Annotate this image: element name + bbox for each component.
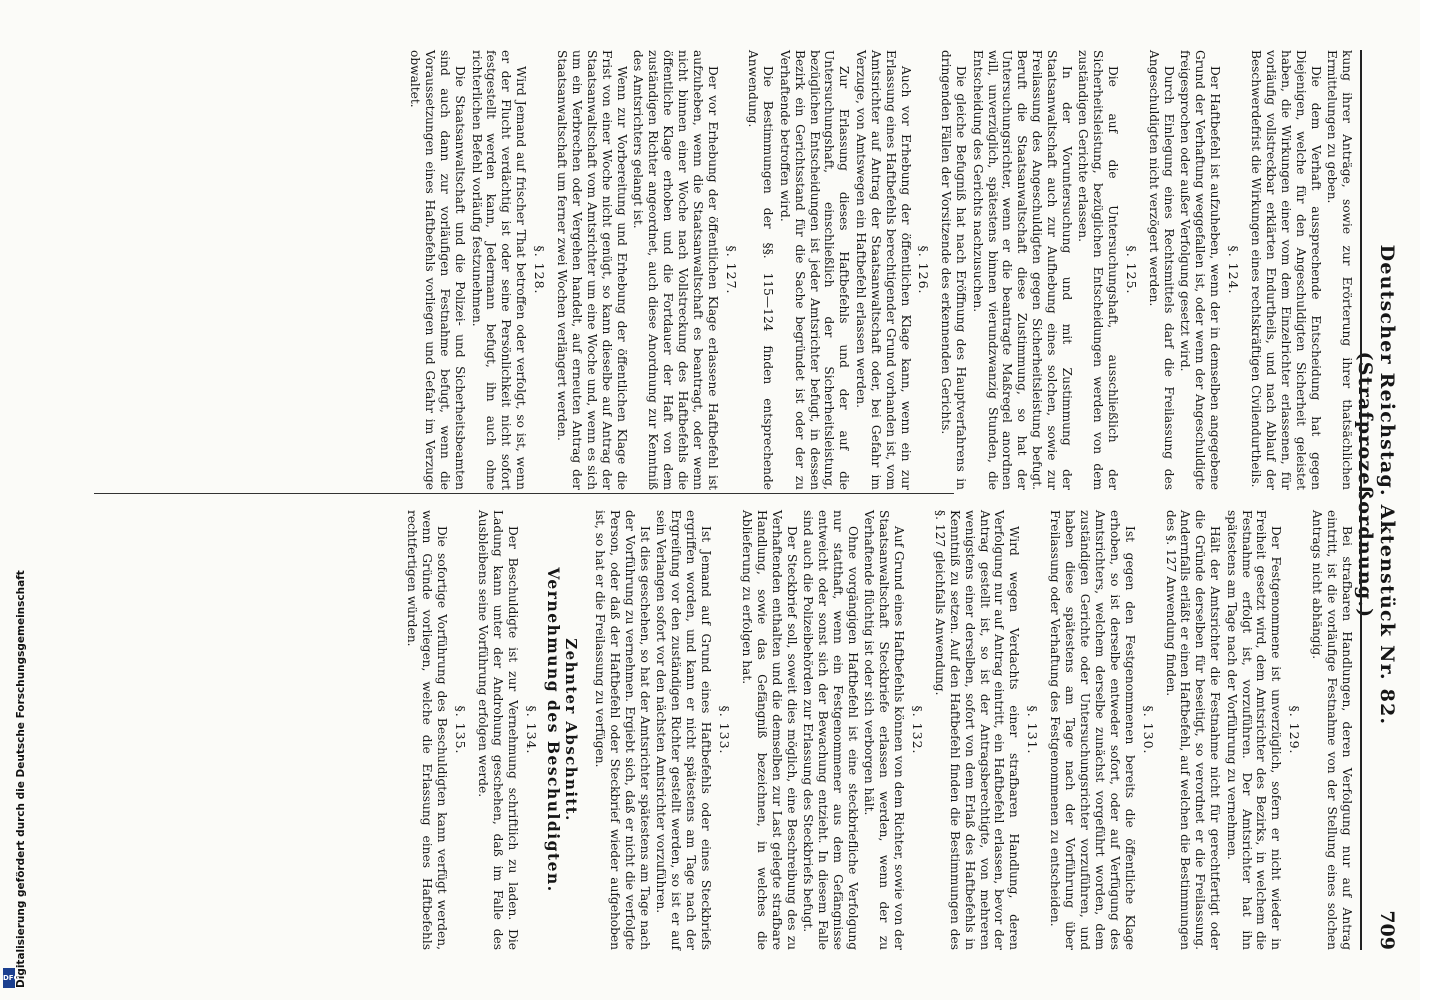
paragraph: Zur Erlassung dieses Haftbefehls und der auf die Untersuchungshaft, einschließlich der Sicherheitsleistung, bezüglichen Entscheidungen ist jeder Amtsrichter befugt, in dessen Bezirk ein Gerichtsstand für die Sache begründet ist oder der zu Verhaftende betroffen wird.: [777, 50, 852, 490]
section-number: §. 135.: [452, 705, 468, 755]
paragraph: Die Staatsanwaltschaft und die Polizei- und Sicherheitsbeamten sind auch dann zur vorläufigen Festnahme befugt, wenn die Voraussetzungen eines Haftbefehls vorliegen und Gefahr im Verzuge obwaltet.: [408, 50, 468, 490]
paragraph: Der Haftbefehl ist aufzuheben, wenn der in demselben angegebene Grund der Verhaftung weggefallen ist, oder wenn der Angeschuldigte freigesprochen oder außer Verfolgung gesetzt wird.: [1178, 50, 1223, 490]
paragraph: Ist gegen den Festgenommenen bereits die öffentliche Klage erhoben, so ist derselbe entweder sofort, oder auf Verfügung des Amtsrichters, welchem derselbe zunächst vorgeführt worden, dem zuständigen Gerichte oder Untersuchungsrichter vorzuführen, und haben diese spätestens am Tage nach der Vorführung über Freilassung oder Verhaftung des Festgenommenen zu entscheiden.: [1048, 510, 1137, 950]
paragraph: Der Festgenommene ist unverzüglich, sofern er nicht wieder in Freiheit gesetzt wird, dem Amtsrichter des Bezirks, in welchem die Festnahme erfolgt ist, vorzuführen. Der Amtsrichter hat ihn spätestens am Tage nach der Vorführung zu vernehmen.: [1224, 510, 1284, 950]
section-number: §. 134.: [523, 705, 539, 755]
left-column: [406, 50, 1354, 490]
paragraph: Der Beschuldigte ist zur Vernehmung schriftlich zu laden. Die Ladung kann unter der Androhung geschehen, daß im Falle des Ausbleibens seine Vorführung erfolgen werde.: [475, 510, 520, 950]
section-number: §. 131.: [1025, 705, 1041, 755]
paragraph: Der Steckbrief soll, soweit dies möglich, eine Beschreibung des zu Verhaftenden enthalten und die demselben zur Last gelegte strafbare Handlung, sowie das Gefängniß bezeichnen, in welches die Ablieferung zu erfolgen hat.: [739, 510, 799, 950]
page-number: 709: [1376, 910, 1398, 950]
dfg-logo: DFG: [3, 968, 15, 988]
section-number: §. 133.: [717, 705, 733, 755]
paragraph: Ist dies geschehen, so hat der Amtsrichter spätestens am Tage nach der Vorführung zu vernehmen. Ergiebt sich, daß er nicht die verfolgte Person, oder daß der Haftbefehl oder Steckbrief wieder aufgehoben ist, so hat er die Freilassung zu verfügen.: [593, 510, 653, 950]
section-number: §. 130.: [1140, 705, 1156, 755]
paragraph: Der vor Erhebung der öffentlichen Klage erlassene Haftbefehl ist aufzuheben, wenn die Staatsanwaltschaft es beantragt, oder wenn nicht binnen einer Woche nach Vollstreckung des Haftbefehls die öffentliche Klage erhoben und die Fortdauer der Haft von dem zuständigen Richter angeordnet, auch diese Anordnung zur Kenntniß des Amtsrichters gelangt ist.: [631, 50, 720, 490]
paragraph: In der Voruntersuchung und mit Zustimmung der Staatsanwaltschaft auch zur Aufhebung eines solchen, sowie zur Freilassung des Angeschuldigten gegen Sicherheitsleistung befugt. Beruft die Staatsanwaltschaft diese Zustimmung, so hat der Untersuchungsrichter, wenn er die beantragte Maßregel anordnen will, unverzüglich, spätestens binnen vierundzwanzig Stunden, die Entscheidung des Gerichts nachzusuchen.: [970, 50, 1075, 490]
paragraph: Hält der Amtsrichter die Festnahme nicht für gerechtfertigt oder die Gründe derselben für beseitigt, so verordnet er die Freilassung. Andernfalls erläßt er einen Haftbefehl, auf welchen die Bestimmungen des §. 127 Anwendung finden.: [1163, 510, 1223, 950]
paragraph: Die gleiche Befugniß hat nach Eröffnung des Hauptverfahrens in dringenden Fällen der Vorsitzende des erkennenden Gerichts.: [939, 50, 969, 490]
section-number: §. 126.: [916, 245, 932, 295]
chapter-subheading: Vernehmung des Beschuldigten.: [544, 567, 564, 893]
paragraph: Die dem Verhaft aussprechende Entscheidung hat gegen Diejenigen, welche für den Angeschuldigten Sicherheit geleistet haben, die Wirkungen einer vom dem Einzelrichter erlassenen, für vorläufig vollstreckbar erklärten Endurtheils, und nach Ablauf der Beschwerdefrist die Wirkungen eines rechtskräftigen Civilendurtheils.: [1249, 50, 1323, 490]
right-column: [403, 510, 1354, 950]
section-number: §. 124.: [1226, 245, 1242, 295]
section-number: §. 125.: [1124, 245, 1140, 295]
section-number: §. 127.: [723, 245, 739, 295]
section-number: §. 129.: [1287, 705, 1303, 755]
paragraph: Auf Grund eines Haftbefehls können von dem Richter, sowie von der Staatsanwaltschaft Steckbriefe erlassen werden, wenn der zu Verhaftende flüchtig ist oder sich verborgen hält.: [862, 510, 907, 950]
column-divider: [94, 493, 954, 494]
paragraph: Die auf die Untersuchungshaft, ausschließlich der Sicherheitsleistung, bezüglichen Entscheidungen werden von dem zuständigen Gerichte erlassen.: [1076, 50, 1121, 490]
section-number: §. 132.: [909, 705, 925, 755]
paragraph: Die Bestimmungen der §§. 115—124 finden entsprechende Anwendung.: [746, 50, 776, 490]
paragraph: Wird wegen Verdachts einer strafbaren Handlung, deren Verfolgung nur auf Antrag eintritt, ein Haftbefehl erlassen, bevor der Antrag gestellt ist, so ist der Antragsberechtigte, von mehreren wenigstens einer derselben, sofort von dem Erlaß des Haftbefehls in Kenntniß zu setzen. Auf den Haftbefehl finden die Bestimmungen des §. 127 gleichfalls Anwendung.: [932, 510, 1022, 950]
paragraph: Wird Jemand auf frischer That betroffen oder verfolgt, so ist, wenn er der Flucht verdächtig ist oder seine Persönlichkeit nicht sofort festgestellt werden kann, Jedermann befugt, ihn auch ohne richterlichen Befehl vorläufig festzunehmen.: [469, 50, 529, 490]
running-head: Deutscher Reichstag. Aktenstück Nr. 82. (Strafprozeßordnung.): [1354, 244, 1398, 726]
page-header: [1354, 40, 1398, 960]
paragraph: Auch vor Erhebung der öffentlichen Klage kann, wenn ein zur Erlassung eines Haftbefehls berechtigender Grund vorhanden ist, vom Amtsrichter auf Antrag der Staatsanwaltschaft oder, bei Gefahr im Verzuge, von Amtswegen ein Haftbefehl erlassen werden.: [853, 50, 913, 490]
paragraph: Ist Jemand auf Grund eines Haftbefehls oder eines Steckbriefs ergriffen worden, und kann er nicht spätestens am Tage nach der Ergreifung vor den zuständigen Richter gestellt werden, so ist er auf sein Verlangen sofort vor den nächsten Amtsrichter vorzuführen.: [654, 510, 714, 950]
header-rule: [1360, 50, 1362, 950]
section-number: §. 128.: [532, 245, 548, 295]
paragraph: Bei strafbaren Handlungen, deren Verfolgung nur auf Antrag eintritt, ist die vorläufige Festnahme von der Stellung eines solchen Antrags nicht abhängig.: [1310, 510, 1354, 950]
paragraph: Ohne vorgängigen Haftbefehl ist eine steckbriefliche Verfolgung nur statthaft, wenn ein Festgenommener aus dem Gefängnisse entweicht oder sonst sich der Bewachung entzieht. In diesem Falle sind auch die Polizeibehörden zur Erlassung des Steckbriefs befugt.: [801, 510, 860, 950]
digitization-credit: Digitalisierung gefördert durch die Deutsche Forschungsgemeinschaft: [15, 570, 27, 988]
paragraph: Die sofortige Vorführung des Beschuldigten kann verfügt werden, wenn Gründe vorliegen, welche die Erlassung eines Haftbefehls rechtfertigen würden.: [405, 510, 450, 950]
paragraph: Durch Einlegung eines Rechtsmittels darf die Freilassung des Angeschuldigten nicht verzögert werden.: [1147, 50, 1177, 490]
chapter-heading: Zehnter Abschnitt.: [562, 638, 581, 822]
paragraph: Wenn zur Vorbereitung und Erhebung der öffentlichen Klage die Frist von einer Woche nicht genügt, so kann dieselbe auf Antrag der Staatsanwaltschaft vom Amtsrichter um eine Woche und, wenn es sich um ein Verbrechen oder Vergehen handelt, auf erneuten Antrag der Staatsanwaltschaft um ferner zwei Wochen verlängert werden.: [555, 50, 629, 490]
paragraph: kung ihrer Anträge, sowie zur Erörterung ihrer thatsächlichen Ermittelungen zu geben.: [1325, 50, 1354, 490]
